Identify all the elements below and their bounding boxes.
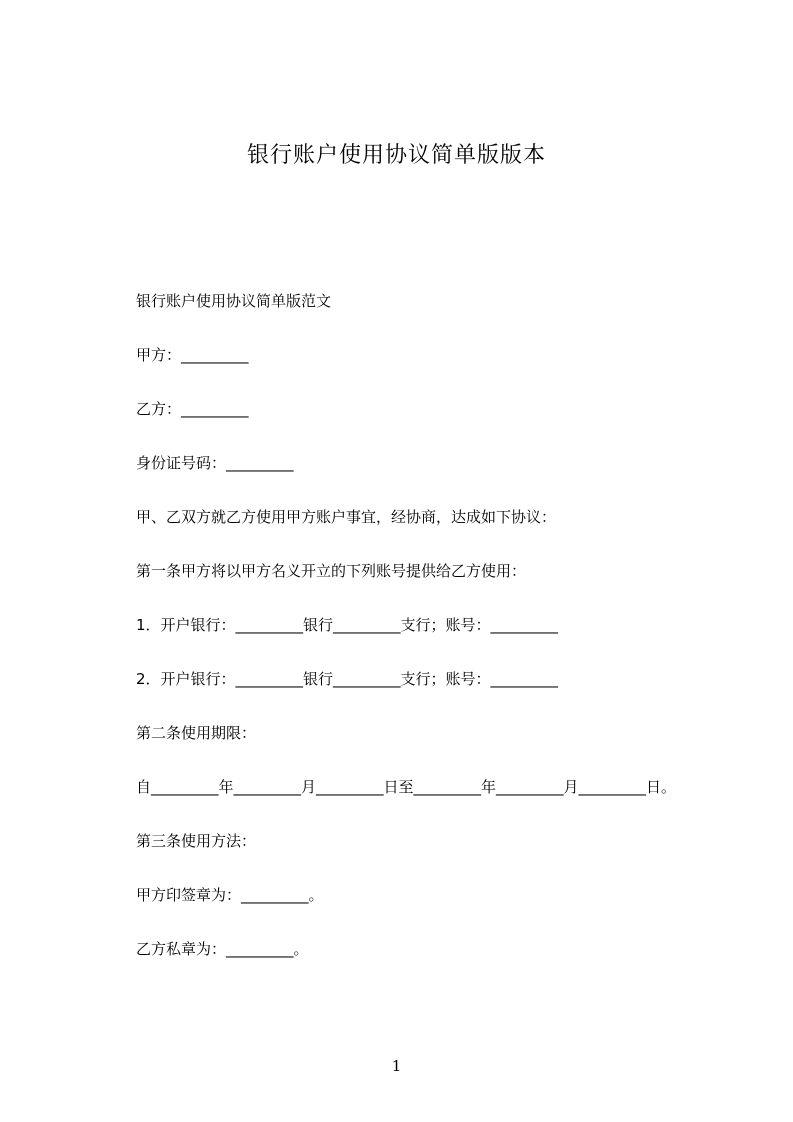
article-three-heading: 第三条使用方法：: [136, 832, 257, 850]
agreement-intro-line: 甲、乙双方就乙方使用甲方账户事宜，经协商，达成如下协议：: [136, 508, 557, 526]
document-title: 银行账户使用协议简单版版本: [246, 143, 546, 168]
page-number: 1: [391, 1057, 402, 1075]
subtitle-line: 银行账户使用协议简单版范文: [136, 292, 332, 310]
party-a-line: 甲方：_________: [136, 346, 249, 364]
id-number-line: 身份证号码：_________: [136, 454, 294, 472]
account-item-2: 2．开户银行：_________银行_________支行；账号：_________: [136, 670, 559, 688]
party-b-seal-line: 乙方私章为：_________。: [136, 940, 309, 958]
party-a-seal-line: 甲方印签章为：_________。: [136, 886, 324, 904]
party-b-line: 乙方：_________: [136, 400, 249, 418]
article-one-heading: 第一条甲方将以甲方名义开立的下列账号提供给乙方使用：: [136, 562, 527, 580]
account-item-1: 1．开户银行：_________银行_________支行；账号：_________: [136, 616, 559, 634]
usage-period-line: 自_________年_________月_________日至_________年_________月_________日。: [136, 778, 677, 796]
article-two-heading: 第二条使用期限：: [136, 724, 257, 742]
